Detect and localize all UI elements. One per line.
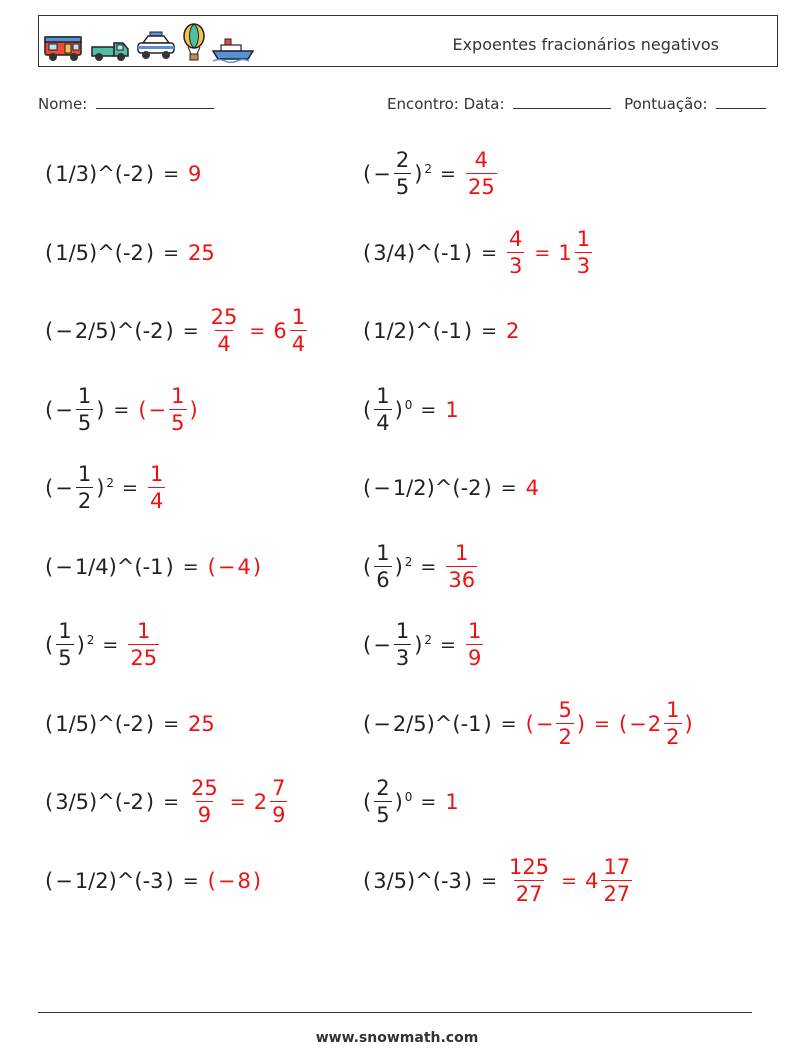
- numerator: 4: [509, 226, 523, 251]
- problem-question: ( − 2/5)^(-2 ): [45, 319, 174, 343]
- numerator: 1: [149, 462, 164, 486]
- fraction: [394, 621, 411, 669]
- exponent: 0: [404, 790, 413, 804]
- pickup-truck-icon: [90, 37, 130, 63]
- score-blank: [716, 95, 766, 109]
- fraction: [446, 540, 477, 592]
- denominator: 2: [558, 724, 572, 749]
- problem-answer: ( − $\frac{1}{5}$ ): [138, 383, 198, 435]
- number: 1/5)^(-2: [55, 240, 144, 265]
- denominator: 6: [376, 567, 390, 592]
- exponent: 2: [404, 554, 413, 569]
- number: 3/4)^(-1: [373, 240, 462, 265]
- problem-item: ( 1/3)^(-2 ) = 9: [45, 162, 202, 186]
- fraction: [169, 383, 186, 435]
- numerator: 25: [210, 305, 238, 329]
- fraction: [507, 226, 524, 278]
- problem-item: ( − 1/2)^(-2 ) = 4: [363, 476, 540, 500]
- numerator: 1: [455, 540, 469, 565]
- number: 1/2)^(-1: [373, 319, 462, 343]
- ship-icon: [211, 37, 255, 63]
- problem-question: ( − $\frac{1}{5}$ ): [45, 383, 105, 435]
- numerator: 2: [376, 776, 390, 800]
- problem-question: ( $\frac{1}{6}$ ) 2: [363, 540, 413, 592]
- problem-answer: [464, 621, 485, 669]
- problem-answer: [187, 241, 216, 265]
- problem-question: ( 3/5)^(-2 ): [45, 790, 155, 814]
- denominator: 4: [291, 332, 306, 356]
- score-label: Pontuação:: [624, 95, 708, 113]
- fraction: [290, 307, 307, 355]
- number: 2: [506, 319, 520, 343]
- number: 1: [445, 790, 459, 814]
- problem-answer: $\frac{25}{4}$ = 6 $\frac{1}{4}$: [210, 305, 306, 356]
- denominator: 5: [77, 410, 92, 435]
- whole-number: 4: [585, 868, 599, 893]
- fraction: [128, 621, 159, 669]
- fraction: [575, 226, 592, 278]
- denominator: 5: [395, 175, 410, 199]
- numerator: 1: [77, 462, 92, 486]
- numerator: 1: [58, 619, 72, 643]
- problem-question: ( $\frac{1}{5}$ ) 2: [45, 619, 95, 670]
- numerator: 2: [395, 148, 410, 172]
- problem-item: ( $\frac{1}{4}$ ) 0 = 1: [363, 383, 459, 435]
- denominator: 5: [376, 803, 390, 827]
- problem-question: ( − 1/2)^(-3 ): [45, 868, 174, 893]
- problem-question: ( 1/2)^(-1 ): [363, 319, 473, 343]
- problem-question: ( 1/5)^(-2 ): [45, 711, 155, 736]
- problem-item: ( − $\frac{1}{5}$ ) = ( − $\frac{1}{5}$ ): [45, 383, 198, 435]
- problem-item: ( − $\frac{2}{5}$ ) 2 = $\frac{4}{25}$: [362, 139, 499, 209]
- problem-item: ( 1/5)^(-2 ) = 25: [45, 240, 215, 265]
- number: 3/5)^(-3: [373, 868, 462, 893]
- denominator: 5: [58, 646, 72, 670]
- problem-item: ( − $\frac{1}{3}$ ) 2 = $\frac{1}{9}$: [362, 610, 485, 680]
- problem-question: ( − 2/5)^(-1 ): [363, 711, 492, 736]
- exponent: 2: [106, 476, 115, 490]
- problem-item: ( $\frac{2}{5}$ ) 0 = 1: [363, 776, 459, 827]
- problem-question: ( 3/5)^(-3 ): [363, 868, 473, 893]
- fraction: [664, 697, 681, 749]
- denominator: 3: [395, 646, 410, 670]
- numerator: 1: [77, 383, 92, 408]
- number: 25: [188, 711, 215, 736]
- name-field: [38, 95, 214, 113]
- denominator: 36: [448, 567, 476, 592]
- date-blank: [513, 95, 611, 109]
- name-label: Nome:: [38, 95, 88, 113]
- number: 4: [237, 554, 251, 579]
- number: 8: [237, 868, 251, 893]
- denominator: 9: [197, 803, 212, 827]
- problem-answer: ( − 8 ): [207, 868, 262, 893]
- problem-item: ( − 2/5)^(-2 ) = $\frac{25}{4}$ = 6 $\frac{1}{4}$: [44, 296, 309, 366]
- problem-item: ( 1/5)^(-2 ) = 25: [45, 711, 215, 736]
- fraction: [394, 150, 411, 198]
- denominator: 4: [217, 332, 231, 356]
- denominator: 4: [149, 489, 164, 513]
- fraction: [507, 854, 551, 906]
- problem-item: ( 3/5)^(-2 ) = $\frac{25}{9}$ = 2 $\frac{7}{9}$: [44, 767, 289, 837]
- problem-answer: [146, 464, 167, 512]
- number: 1: [445, 397, 459, 422]
- denominator: 2: [77, 489, 92, 513]
- encounter-label: Encontro: Data:: [387, 95, 505, 113]
- numerator: 125: [509, 854, 550, 879]
- numerator: 7: [272, 776, 286, 800]
- number: 1/4)^(-1: [74, 554, 164, 579]
- problem-answer: $\frac{4}{3}$ = 1 $\frac{1}{3}$: [509, 226, 591, 278]
- problem-answer: [525, 476, 540, 500]
- problem-answer: [187, 162, 202, 186]
- numerator: 4: [474, 148, 488, 172]
- problem-question: ( $\frac{1}{4}$ ) 0: [363, 383, 413, 435]
- number: 25: [188, 240, 215, 265]
- problem-item: ( 3/4)^(-1 ) = $\frac{4}{3}$ = 1 $\frac{1}{3}$: [362, 218, 594, 288]
- numerator: 1: [666, 697, 680, 722]
- whole-number: 2: [253, 790, 268, 814]
- whole-number: 1: [558, 240, 572, 265]
- fraction: [601, 854, 632, 906]
- worksheet-title: Expoentes fracionários negativos: [452, 35, 719, 54]
- problem-question: ( − 1/2)^(-2 ): [363, 476, 492, 500]
- fraction: [76, 464, 93, 512]
- problem-question: ( 1/3)^(-2 ): [45, 162, 155, 186]
- whole-number: 2: [647, 711, 662, 736]
- number: 2/5)^(-2: [74, 319, 164, 343]
- fraction: [556, 697, 573, 749]
- number: 2/5)^(-1: [392, 711, 482, 736]
- fraction: [374, 540, 391, 592]
- numerator: 5: [558, 697, 572, 722]
- exponent: 2: [86, 633, 95, 647]
- denominator: 4: [376, 410, 390, 435]
- problem-item: ( $\frac{1}{6}$ ) 2 = $\frac{1}{36}$: [362, 532, 479, 602]
- denominator: 3: [509, 253, 523, 278]
- encounter-score-field: [387, 95, 766, 113]
- footer-website: www.snowmath.com: [315, 1030, 479, 1046]
- number: 1/2)^(-2: [392, 476, 482, 500]
- problem-item: ( − 1/2)^(-3 ) = ( − 8 ): [45, 868, 262, 893]
- problem-item: ( − 1/4)^(-1 ) = ( − 4 ): [45, 554, 262, 579]
- problem-answer: [505, 319, 520, 343]
- denominator: 9: [467, 646, 482, 670]
- problem-answer: [444, 790, 459, 814]
- camper-van-icon: [43, 33, 85, 63]
- problem-answer: [126, 621, 161, 669]
- denominator: 27: [515, 881, 543, 906]
- numerator: 17: [603, 854, 631, 879]
- fraction: [466, 621, 483, 669]
- problem-answer: $\frac{25}{9}$ = 2 $\frac{7}{9}$: [191, 776, 286, 827]
- problem-item: ( $\frac{1}{5}$ ) 2 = $\frac{1}{25}$: [44, 610, 161, 680]
- denominator: 5: [171, 410, 185, 435]
- numerator: 1: [137, 619, 151, 643]
- problem-answer: [464, 150, 499, 198]
- problem-item: ( − 2/5)^(-1 ) = ( − $\frac{5}{2}$ ) = ( − 2 $\frac{1}{2}$ ): [363, 697, 693, 749]
- worksheet-header: [38, 15, 778, 67]
- exponent: 2: [424, 162, 433, 176]
- numerator: 1: [467, 619, 482, 643]
- problem-answer: $\frac{125}{27}$ = 4 $\frac{17}{27}$: [509, 854, 631, 906]
- numerator: 25: [191, 776, 218, 800]
- number: 3/5)^(-2: [55, 790, 144, 814]
- problem-question: ( 3/4)^(-1 ): [363, 240, 473, 265]
- denominator: 25: [467, 175, 495, 199]
- exponent: 0: [404, 397, 413, 412]
- number: 9: [188, 162, 202, 186]
- number: 1/2)^(-3: [74, 868, 164, 893]
- problem-question: ( 1/5)^(-2 ): [45, 240, 155, 265]
- problem-item: ( 3/5)^(-3 ) = $\frac{125}{27}$ = 4 $\frac{17}{27}$: [362, 846, 634, 916]
- denominator: 27: [603, 881, 631, 906]
- police-car-icon: [135, 29, 177, 63]
- problem-answer: [444, 540, 479, 592]
- numerator: 1: [395, 619, 410, 643]
- problem-question: ( − 1/4)^(-1 ): [45, 554, 174, 579]
- fraction: [374, 383, 391, 435]
- denominator: 9: [272, 803, 286, 827]
- numerator: 1: [376, 383, 390, 408]
- number: 1/3)^(-2: [55, 162, 144, 186]
- problem-question: ( − $\frac{1}{2}$ ) 2: [45, 462, 115, 513]
- denominator: 25: [130, 646, 158, 670]
- whole-number: 6: [273, 319, 287, 343]
- header-icons: [43, 23, 255, 63]
- number: 1/5)^(-2: [55, 711, 144, 736]
- problem-answer: ( − 4 ): [207, 554, 262, 579]
- numerator: 1: [376, 540, 390, 565]
- name-blank: [96, 95, 214, 109]
- problem-question: ( − $\frac{1}{3}$ ) 2: [363, 619, 433, 670]
- fraction: [466, 150, 497, 198]
- problem-answer: [187, 712, 216, 736]
- denominator: 2: [666, 724, 680, 749]
- fraction: [76, 383, 93, 435]
- fraction: [56, 621, 73, 669]
- fraction: [374, 778, 391, 826]
- fraction: [148, 464, 165, 512]
- numerator: 1: [291, 305, 306, 329]
- problem-question: ( $\frac{2}{5}$ ) 0: [363, 776, 413, 827]
- fraction: [209, 307, 240, 355]
- problem-question: ( − $\frac{2}{5}$ ) 2: [363, 148, 433, 199]
- problem-answer: [444, 398, 459, 422]
- hot-air-balloon-icon: [182, 23, 206, 63]
- problem-item: ( − $\frac{1}{2}$ ) 2 = $\frac{1}{4}$: [44, 453, 167, 523]
- fraction: [270, 778, 287, 826]
- numerator: 1: [576, 226, 591, 251]
- denominator: 3: [576, 253, 591, 278]
- exponent: 2: [424, 633, 433, 647]
- fraction: [189, 778, 220, 826]
- footer-divider: [38, 1012, 752, 1013]
- numerator: 1: [171, 383, 185, 408]
- number: 4: [525, 476, 540, 500]
- problem-answer: ( − $\frac{5}{2}$ ) = ( − 2 $\frac{1}{2}$ ): [525, 697, 693, 749]
- problem-item: ( 1/2)^(-1 ) = 2: [363, 319, 520, 343]
